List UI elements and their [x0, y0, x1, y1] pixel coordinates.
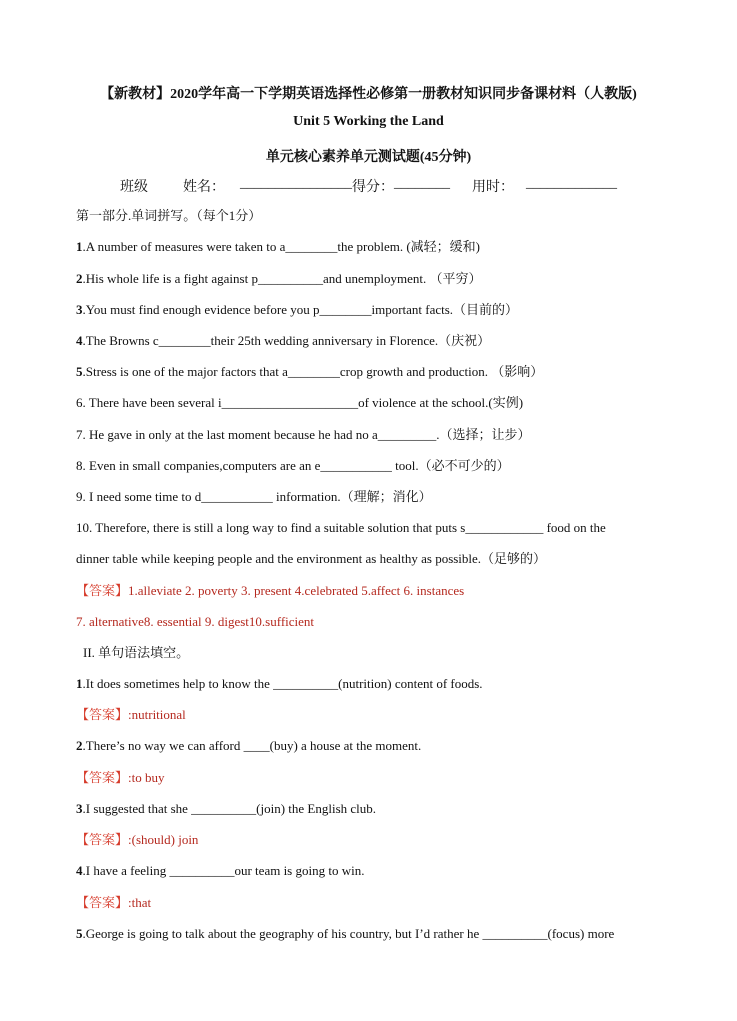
answer-text: :to buy: [128, 770, 165, 785]
name-label: 姓名：: [183, 180, 225, 195]
time-label: 用时：: [472, 180, 514, 195]
part1-item: [76, 238, 480, 256]
item-text: .His whole life is a fight against p__________and unemployment. （平穷）: [82, 271, 482, 286]
answer-tag: 【答案】: [76, 583, 129, 598]
document-title: 【新教材】2020学年高一下学期英语选择性必修第一册教材知识同步备课材料（人教版): [100, 87, 637, 102]
part1-answer-continued: 7. alternative8. essential 9. digest10.sufficient: [76, 614, 315, 629]
part2-answer: [76, 706, 186, 724]
test-title: 单元核心素养单元测试题(45分钟): [265, 150, 472, 165]
item-number: 4: [76, 333, 83, 348]
part1-item: 10. Therefore, there is still a long way to find a suitable solution that puts s____________ food on the: [76, 520, 606, 535]
score-label: 得分：: [352, 180, 394, 195]
answer-text: 1.alleviate 2. poverty 3. present 4.celebrated 5.affect 6. instances: [128, 583, 465, 598]
part1-item: 8. Even in small companies,computers are an e___________ tool.（必不可少的）: [76, 458, 510, 473]
item-number: 5: [76, 926, 83, 941]
item-number: 2: [76, 271, 83, 286]
item-text: .I suggested that she __________(join) the English club.: [82, 801, 377, 816]
part1-item: dinner table while keeping people and the environment as healthy as possible.（足够的）: [76, 551, 547, 566]
part2-item: [76, 675, 483, 693]
answer-text: :nutritional: [128, 707, 186, 722]
part2-answer: [76, 769, 165, 787]
item-text: .I have a feeling __________our team is going to win.: [82, 863, 365, 878]
class-label: 班级: [120, 180, 148, 195]
part1-item: [76, 270, 481, 288]
part2-item: [76, 925, 614, 943]
part1-answer: [76, 582, 464, 600]
item-text: .George is going to talk about the geography of his country, but I’d rather he __________(focus) more: [82, 926, 615, 941]
part1-item: 7. He gave in only at the last moment because he had no a_________.（选择；让步）: [76, 427, 531, 442]
item-number: 4: [76, 863, 83, 878]
item-number: 1: [76, 676, 83, 691]
score-blank: ________: [394, 176, 450, 191]
part2-answer: [76, 894, 151, 912]
part1-item: [76, 363, 543, 381]
name-blank: ________________: [240, 176, 352, 191]
part2-heading: II. 单句语法填空。: [83, 645, 190, 660]
item-number: 2: [76, 738, 83, 753]
part1-item: [76, 332, 490, 350]
part2-item: [76, 737, 421, 755]
part1-heading: 第一部分.单词拼写。（每个1分）: [76, 208, 262, 223]
item-text: .There’s no way we can afford ____(buy) a house at the moment.: [82, 738, 422, 753]
part2-item: [76, 800, 376, 818]
answer-text: :that: [128, 895, 152, 910]
answer-tag: 【答案】: [76, 707, 129, 722]
item-text: .It does sometimes help to know the __________(nutrition) content of foods.: [82, 676, 483, 691]
answer-tag: 【答案】: [76, 832, 129, 847]
unit-title: Unit 5 Working the Land: [293, 114, 444, 129]
answer-tag: 【答案】: [76, 895, 129, 910]
item-text: .You must find enough evidence before you p________important facts.（目前的）: [82, 302, 519, 317]
part1-item: 9. I need some time to d___________ information.（理解；消化）: [76, 489, 432, 504]
item-text: .The Browns c________their 25th wedding anniversary in Florence.（庆祝）: [82, 333, 491, 348]
item-number: 5: [76, 364, 83, 379]
time-blank: _____________: [526, 176, 617, 191]
part2-item: [76, 862, 364, 880]
part2-answer: [76, 831, 198, 849]
item-text: .Stress is one of the major factors that a________crop growth and production. （影响）: [82, 364, 544, 379]
part1-item: [76, 301, 518, 319]
answer-text: :(should) join: [128, 832, 199, 847]
item-number: 1: [76, 239, 83, 254]
item-text: .A number of measures were taken to a________the problem. (减轻；缓和): [82, 239, 480, 254]
item-number: 3: [76, 801, 83, 816]
part1-item: 6. There have been several i_____________________of violence at the school.(实例): [76, 395, 524, 410]
item-number: 3: [76, 302, 83, 317]
answer-tag: 【答案】: [76, 770, 129, 785]
